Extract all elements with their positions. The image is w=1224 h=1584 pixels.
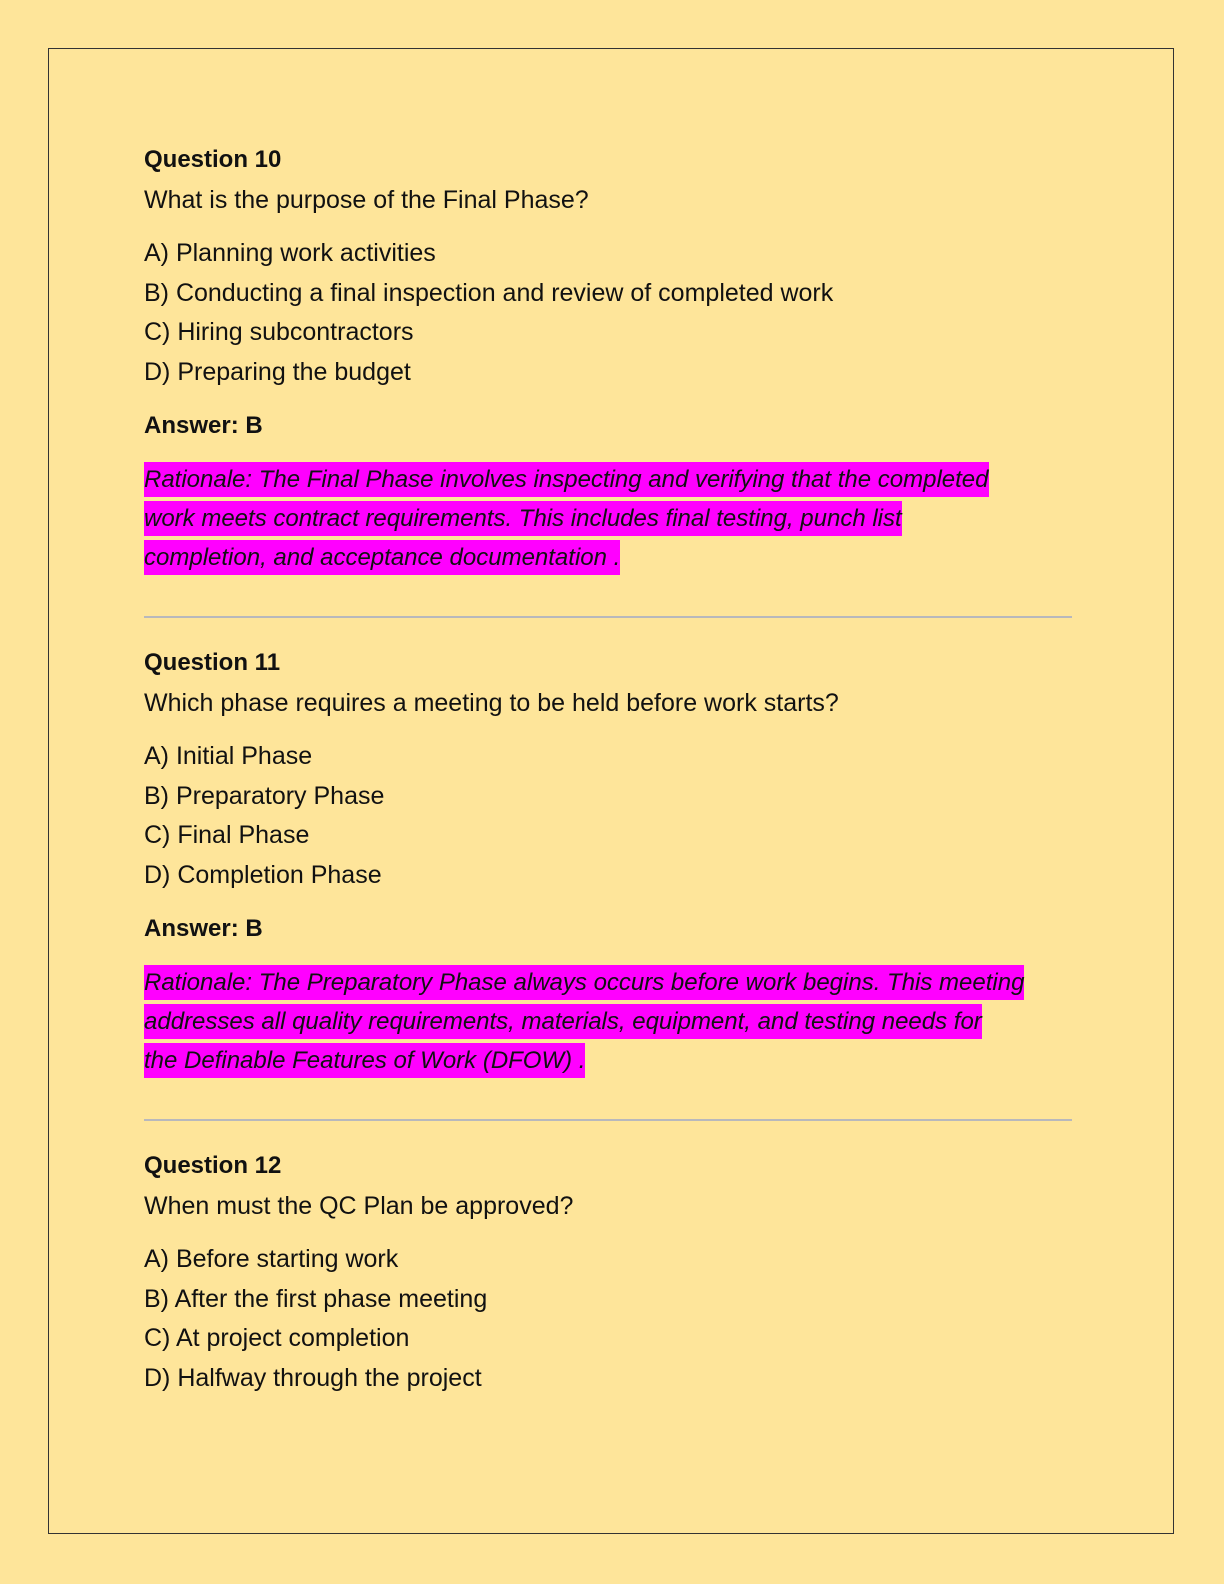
section-divider	[144, 1119, 1072, 1121]
question-block-12	[144, 1146, 1084, 1398]
answer-label: Answer: B	[144, 412, 263, 439]
option-d: D) Halfway through the project	[144, 1363, 482, 1392]
rationale-line: Rationale: The Preparatory Phase always occurs before work begins. This meeting	[144, 965, 1024, 1000]
rationale-line: addresses all quality requirements, materials, equipment, and testing needs for	[144, 1004, 982, 1039]
option-d: D) Completion Phase	[144, 860, 382, 889]
option-c: C) Final Phase	[144, 821, 310, 849]
section-divider	[144, 616, 1072, 618]
option-c: C) At project completion	[144, 1324, 410, 1352]
option-a: A) Initial Phase	[144, 742, 313, 770]
rationale-highlighted	[144, 460, 1074, 577]
question-text: When must the QC Plan be approved?	[144, 1192, 574, 1220]
option-b: B) After the first phase meeting	[144, 1284, 488, 1313]
document-content	[144, 140, 1084, 1398]
rationale-line: the Definable Features of Work (DFOW) .	[144, 1043, 585, 1078]
question-title: Question 10	[144, 146, 282, 173]
option-b: B) Preparatory Phase	[144, 781, 385, 810]
question-block-11	[144, 643, 1084, 1080]
question-text: What is the purpose of the Final Phase?	[144, 186, 589, 214]
question-text: Which phase requires a meeting to be held before work starts?	[144, 689, 839, 717]
rationale-line: Rationale: The Final Phase involves inspecting and verifying that the completed	[144, 462, 989, 497]
option-c: C) Hiring subcontractors	[144, 318, 414, 346]
rationale-line: work meets contract requirements. This includes final testing, punch list	[144, 501, 902, 536]
question-block-10	[144, 140, 1084, 577]
question-title: Question 12	[144, 1152, 282, 1179]
option-d: D) Preparing the budget	[144, 357, 411, 386]
option-a: A) Planning work activities	[144, 239, 436, 267]
rationale-line: completion, and acceptance documentation .	[144, 540, 620, 575]
answer-label: Answer: B	[144, 915, 263, 942]
rationale-highlighted	[144, 963, 1074, 1080]
question-title: Question 11	[144, 649, 281, 676]
option-a: A) Before starting work	[144, 1245, 399, 1273]
option-b: B) Conducting a final inspection and review of completed work	[144, 278, 834, 307]
